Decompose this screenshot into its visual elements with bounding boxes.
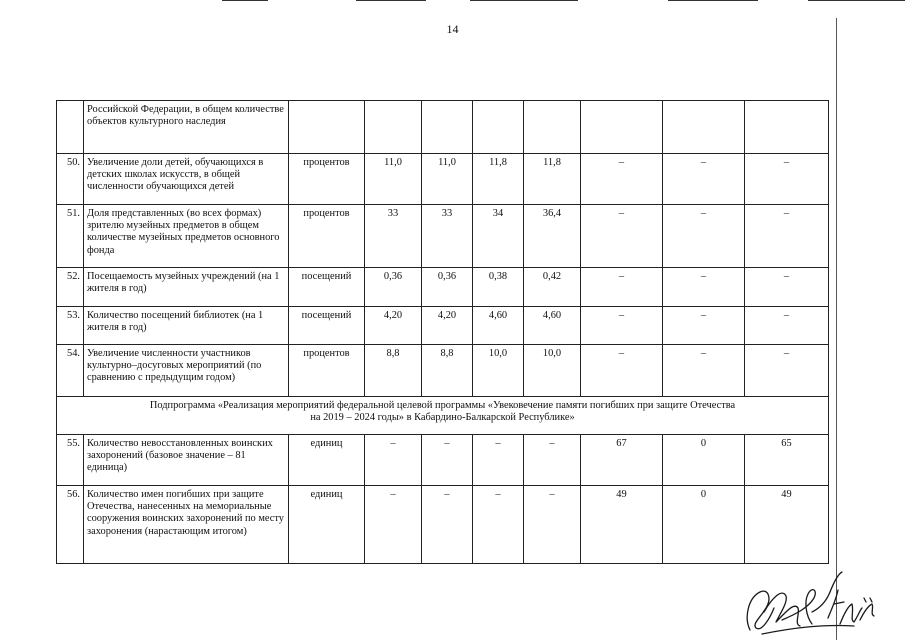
value-cell: 8,8 <box>365 345 422 397</box>
value-cell: 11,8 <box>524 154 581 205</box>
table-row <box>57 101 829 154</box>
value-cell: – <box>663 205 745 268</box>
value-cell: – <box>663 345 745 397</box>
value-cell: – <box>745 154 829 205</box>
indicator-name: Российской Федерации, в общем количестве объектов культурного наследия <box>84 101 289 154</box>
value-cell: 0,38 <box>473 268 524 307</box>
top-fragment-mark <box>222 0 268 1</box>
table-row <box>57 205 829 268</box>
indicator-name: Количество посещений библиотек (на 1 жителя в год) <box>84 307 289 345</box>
indicator-name: Посещаемость музейных учреждений (на 1 жителя в год) <box>84 268 289 307</box>
value-cell: – <box>745 205 829 268</box>
subprogram-row <box>57 397 829 435</box>
top-fragment-mark <box>808 0 905 1</box>
value-cell: – <box>581 345 663 397</box>
unit-cell: процентов <box>289 345 365 397</box>
value-cell: 0,36 <box>422 268 473 307</box>
table-row <box>57 486 829 564</box>
value-cell: – <box>365 435 422 486</box>
table-row <box>57 268 829 307</box>
value-cell: – <box>365 486 422 564</box>
value-cell: 4,20 <box>422 307 473 345</box>
subprogram-title-line2: на 2019 – 2024 годы» в Кабардино-Балкарской Республике» <box>310 412 575 424</box>
subprogram-title-line1: Подпрограмма «Реализация мероприятий федеральной целевой программы «Увековечение памяти погибших при защите Отечества <box>149 400 736 411</box>
value-cell: 11,8 <box>473 154 524 205</box>
row-number: 54. <box>57 345 84 397</box>
row-number: 51. <box>57 205 84 268</box>
value-cell <box>581 101 663 154</box>
value-cell: 11,0 <box>422 154 473 205</box>
indicator-table <box>56 100 829 564</box>
value-cell: 34 <box>473 205 524 268</box>
value-cell: 33 <box>422 205 473 268</box>
row-number: 56. <box>57 486 84 564</box>
handwritten-signature <box>742 568 882 636</box>
value-cell: 49 <box>745 486 829 564</box>
value-cell <box>365 101 422 154</box>
value-cell: 0 <box>663 486 745 564</box>
value-cell: – <box>745 307 829 345</box>
value-cell: 0 <box>663 435 745 486</box>
value-cell: 33 <box>365 205 422 268</box>
value-cell: – <box>581 154 663 205</box>
indicator-name: Количество имен погибших при защите Отечества, нанесенных на мемориальные сооружения воинских захоронений по месту захоронения (нарастающим итогом) <box>84 486 289 564</box>
value-cell: – <box>581 268 663 307</box>
indicator-name: Увеличение численности участников культурно–досуговых мероприятий (по сравнению с предыдущим годом) <box>84 345 289 397</box>
unit-cell <box>289 101 365 154</box>
unit-cell: процентов <box>289 205 365 268</box>
top-fragment-mark <box>470 0 578 1</box>
value-cell: 4,20 <box>365 307 422 345</box>
indicator-name: Количество невосстановленных воинских захоронений (базовое значение – 81 единица) <box>84 435 289 486</box>
unit-cell: единиц <box>289 435 365 486</box>
value-cell: – <box>473 435 524 486</box>
value-cell <box>745 101 829 154</box>
value-cell: 49 <box>581 486 663 564</box>
value-cell <box>524 101 581 154</box>
value-cell: – <box>581 307 663 345</box>
value-cell: – <box>581 205 663 268</box>
page-number: 14 <box>446 22 459 36</box>
value-cell: 0,42 <box>524 268 581 307</box>
value-cell: 36,4 <box>524 205 581 268</box>
unit-cell: процентов <box>289 154 365 205</box>
value-cell: – <box>422 435 473 486</box>
value-cell: 8,8 <box>422 345 473 397</box>
margin-rule <box>836 18 837 640</box>
value-cell: 0,36 <box>365 268 422 307</box>
value-cell: – <box>473 486 524 564</box>
unit-cell: посещений <box>289 307 365 345</box>
row-number: 53. <box>57 307 84 345</box>
value-cell <box>663 101 745 154</box>
value-cell: 11,0 <box>365 154 422 205</box>
value-cell: 10,0 <box>524 345 581 397</box>
value-cell: – <box>745 345 829 397</box>
value-cell: – <box>524 435 581 486</box>
table-row <box>57 154 829 205</box>
row-number: 55. <box>57 435 84 486</box>
value-cell: – <box>422 486 473 564</box>
top-fragment-mark <box>356 0 426 1</box>
value-cell: 67 <box>581 435 663 486</box>
row-number: 52. <box>57 268 84 307</box>
unit-cell: единиц <box>289 486 365 564</box>
value-cell: – <box>663 154 745 205</box>
table-row <box>57 435 829 486</box>
unit-cell: посещений <box>289 268 365 307</box>
table-row <box>57 307 829 345</box>
value-cell <box>422 101 473 154</box>
subprogram-title <box>57 397 829 435</box>
indicator-name: Доля представленных (во всех формах) зрителю музейных предметов в общем количестве музейных предметов основного фонда <box>84 205 289 268</box>
value-cell <box>473 101 524 154</box>
table-row <box>57 345 829 397</box>
indicator-name: Увеличение доли детей, обучающихся в детских школах искусств, в общей численности обучающихся детей <box>84 154 289 205</box>
row-number: 50. <box>57 154 84 205</box>
value-cell: 4,60 <box>473 307 524 345</box>
value-cell: 65 <box>745 435 829 486</box>
value-cell: – <box>745 268 829 307</box>
value-cell: – <box>663 307 745 345</box>
value-cell: 4,60 <box>524 307 581 345</box>
value-cell: – <box>663 268 745 307</box>
top-fragment-mark <box>668 0 758 1</box>
value-cell: – <box>524 486 581 564</box>
value-cell: 10,0 <box>473 345 524 397</box>
row-number <box>57 101 84 154</box>
